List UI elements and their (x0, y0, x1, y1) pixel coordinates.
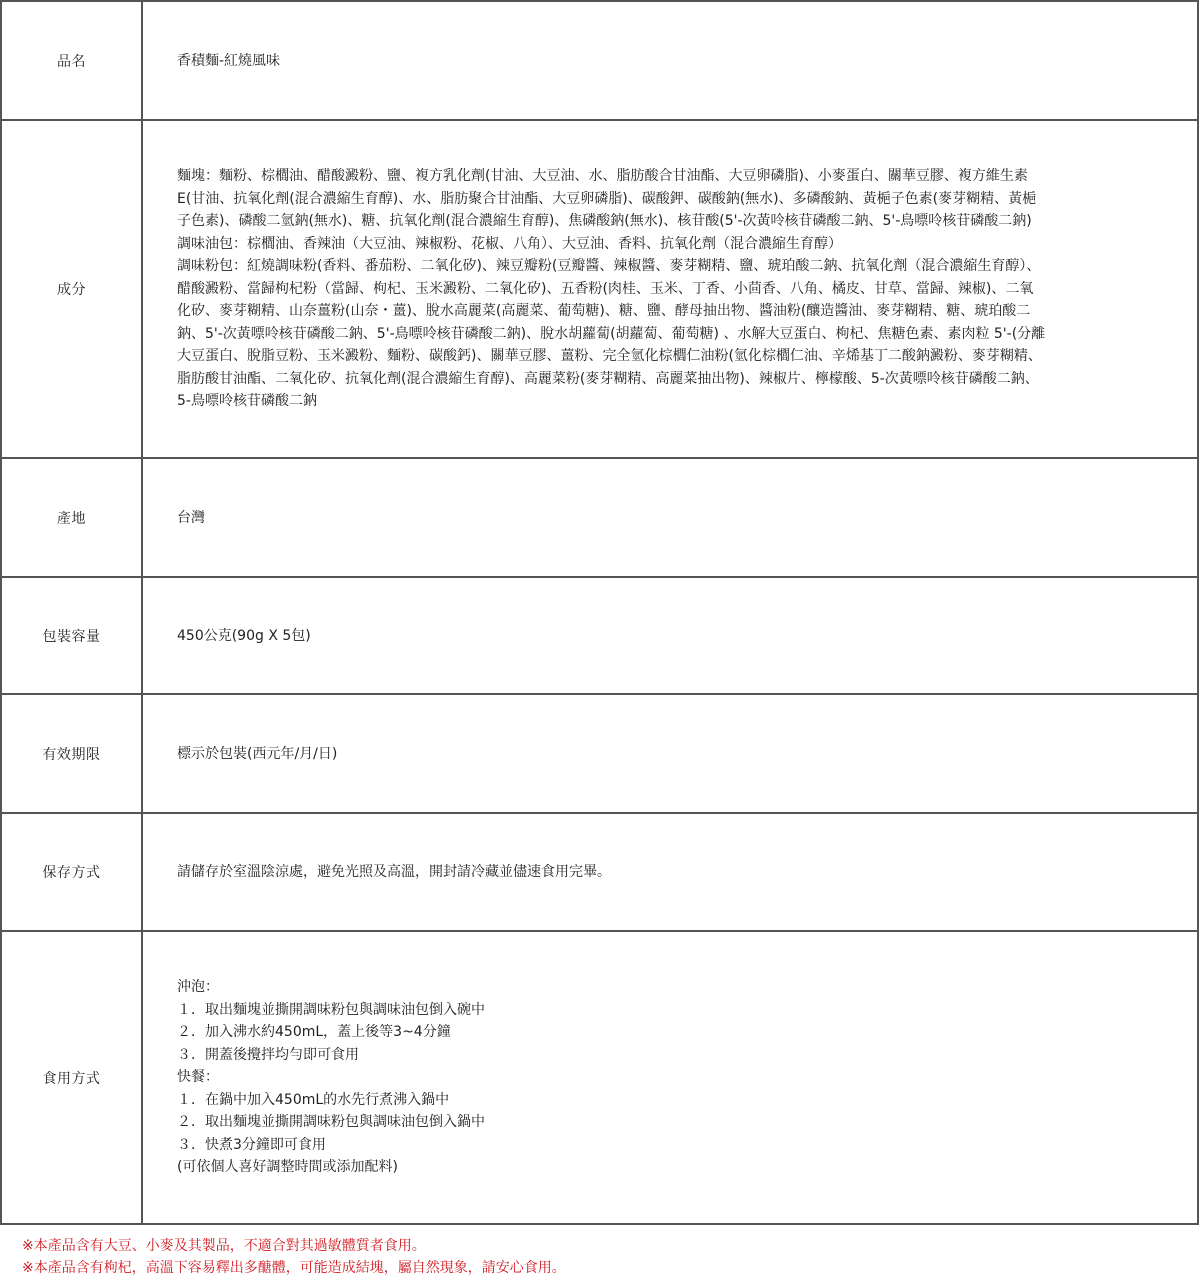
ingredients-line: 脂肪酸甘油酯、二氧化矽、抗氧化劑(混合濃縮生育醇)、高麗菜粉(麥芽糊精、高麗菜抽出物)、辣椒片、檸檬酸、5-次黃嘌呤核苷磷酸二鈉、 (177, 370, 1039, 387)
spec-row-ingredients (1, 120, 1198, 458)
spec-row-storage (1, 813, 1198, 931)
spec-row-name (1, 1, 1198, 120)
value-storage (142, 813, 1198, 931)
spec-row-capacity (1, 577, 1198, 694)
label-expiry: 有效期限 (1, 694, 142, 813)
capacity-text: 450公克(90g X 5包) (177, 627, 311, 644)
ingredients-line: 麵塊：麵粉、棕櫚油、醋酸澱粉、鹽、複方乳化劑(甘油、大豆油、水、脂肪酸合甘油酯、大豆卵磷脂)、小麥蛋白、關華豆膠、複方維生素 (177, 168, 1028, 185)
value-origin (142, 458, 1198, 577)
label-storage: 保存方式 (1, 813, 142, 931)
label-usage: 食用方式 (1, 931, 142, 1224)
label-product-name: 品名 (1, 1, 142, 120)
usage-line: (可依個人喜好調整時間或添加配料) (177, 1159, 398, 1176)
ingredients-line: 化矽、麥芽糊精、山奈薑粉(山奈・薑)、脫水高麗菜(高麗菜、葡萄糖)、糖、鹽、酵母抽出物、醬油粉(釀造醬油、麥芽糊精、糖、琥珀酸二 (177, 303, 1031, 320)
value-capacity (142, 577, 1198, 694)
spec-row-origin (1, 458, 1198, 577)
storage-text: 請儲存於室溫陰涼處，避免光照及高溫，開封請冷藏並儘速食用完畢。 (177, 864, 611, 880)
spec-row-usage (1, 931, 1198, 1224)
origin-text: 台灣 (177, 509, 205, 526)
ingredients-line: 調味油包：棕櫚油、香辣油（大豆油、辣椒粉、花椒、八角）、大豆油、香料、抗氧化劑（混合濃縮生育醇） (177, 235, 842, 252)
ingredients-line: 大豆蛋白、脫脂豆粉、玉米澱粉、麵粉、碳酸鈣)、關華豆膠、薑粉、完全氫化棕櫚仁油粉(氫化棕櫚仁油、辛烯基丁二酸鈉澱粉、麥芽糊精、 (177, 348, 1042, 365)
usage-line: １．在鍋中加入450mL的水先行煮沸入鍋中 (177, 1091, 450, 1108)
label-ingredients: 成分 (1, 120, 142, 458)
usage-line: ３．開蓋後攪拌均勻即可食用 (177, 1046, 359, 1063)
usage-line: 快餐： (177, 1069, 219, 1086)
product-name-text: 香積麵-紅燒風味 (177, 52, 281, 69)
usage-line: ２．加入沸水約450mL，蓋上後等3~4分鐘 (177, 1024, 451, 1041)
ingredients-line: E(甘油、抗氧化劑(混合濃縮生育醇)、水、脂肪聚合甘油酯、大豆卵磷脂)、碳酸鉀、碳酸鈉(無水)、多磷酸鈉、黃梔子色素(麥芽糊精、黃梔 (177, 190, 1037, 207)
ingredients-line: 子色素)、磷酸二氫鈉(無水)、糖、抗氧化劑(混合濃縮生育醇)、焦磷酸鈉(無水)、核苷酸(5'-次黃呤核苷磷酸二鈉、5'-鳥嘌呤核苷磷酸二鈉) (177, 213, 1032, 230)
label-origin: 產地 (1, 458, 142, 577)
label-capacity: 包裝容量 (1, 577, 142, 694)
usage-line: ３．快煮3分鐘即可食用 (177, 1136, 326, 1153)
usage-line: 沖泡： (177, 979, 219, 996)
ingredients-line: 鈉、5'-次黃嘌呤核苷磷酸二鈉、5'-鳥嘌呤核苷磷酸二鈉)、脫水胡蘿蔔(胡蘿蔔、葡萄糖) 、水解大豆蛋白、枸杞、焦糖色素、素肉粒 5'-(分離 (177, 325, 1046, 342)
ingredients-line: 調味粉包：紅燒調味粉(香料、番茄粉、二氧化矽)、辣豆瓣粉(豆瓣醬、辣椒醬、麥芽糊精、鹽、琥珀酸二鈉、抗氧化劑（混合濃縮生育醇）、 (177, 258, 1041, 275)
value-expiry (142, 694, 1198, 813)
footnote-allergen: ※本產品含有大豆、小麥及其製品，不適合對其過敏體質者食用。 (22, 1238, 426, 1254)
usage-line: １．取出麵塊並撕開調味粉包與調味油包倒入碗中 (177, 1001, 485, 1018)
ingredients-line: 醋酸澱粉、當歸枸杞粉（當歸、枸杞、玉米澱粉、二氧化矽)、五香粉(肉桂、玉米、丁香、小茴香、八角、橘皮、甘草、當歸、辣椒)、二氧 (177, 280, 1034, 297)
value-usage (142, 931, 1198, 1224)
usage-line: ２．取出麵塊並撕開調味粉包與調味油包倒入鍋中 (177, 1114, 485, 1131)
ingredients-line: 5-鳥嘌呤核苷磷酸二鈉 (177, 393, 317, 410)
allergen-footnotes (22, 1235, 566, 1279)
expiry-text: 標示於包裝(西元年/月/日) (177, 745, 338, 762)
value-product-name (142, 1, 1198, 120)
footnote-goji: ※本產品含有枸杞，高溫下容易釋出多醣體，可能造成結塊，屬自然現象，請安心食用。 (22, 1260, 566, 1276)
spec-row-expiry (1, 694, 1198, 813)
value-ingredients (142, 120, 1198, 458)
